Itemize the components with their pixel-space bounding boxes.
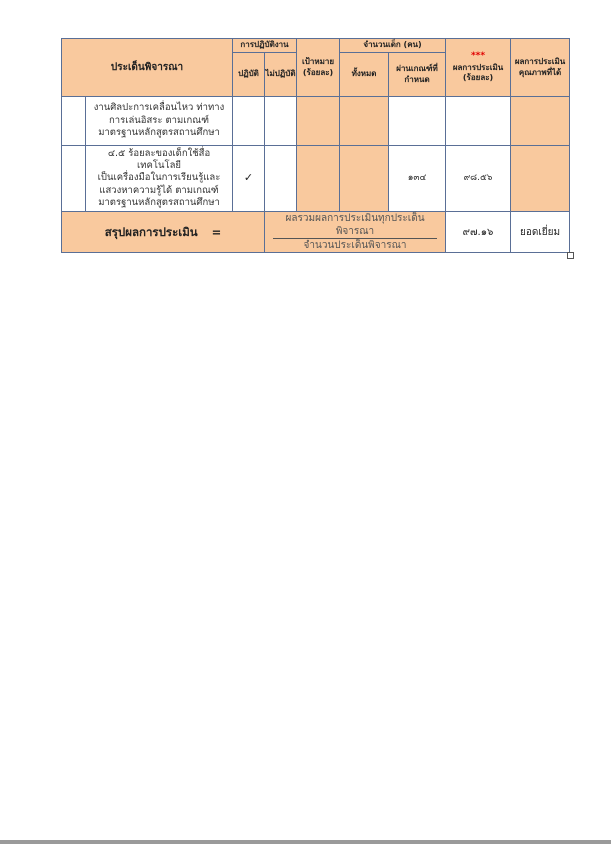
header-passed: ผ่านเกณฑ์ที่กำหนด [389,53,446,97]
criteria-line: มาตรฐานหลักสูตรสถานศึกษา [98,197,220,209]
header-total: ทั้งหมด [340,53,389,97]
target-cell [297,146,340,212]
criteria-cell [86,97,233,146]
not-practiced-cell [265,97,297,146]
total-cell [340,146,389,212]
summary-label [62,212,265,253]
criteria-line: มาตรฐานหลักสูตรสถานศึกษา [98,127,220,139]
not-practiced-cell [265,146,297,212]
row-spacer-cell [62,97,86,146]
row-spacer-cell [62,146,86,212]
passed-cell: ๑๓๔ [389,146,446,212]
header-not-practiced: ไม่ปฏิบัติ [265,53,297,97]
page-bottom-edge [0,840,611,844]
table-resize-handle[interactable] [567,252,574,259]
header-result-mark: *** [470,51,486,62]
summary-formula [265,212,446,253]
result-cell [446,97,511,146]
target-cell [297,97,340,146]
criteria-line: ๔.๕ ร้อยละของเด็กใช้สื่อเทคโนโลยี [107,147,211,171]
total-cell [340,97,389,146]
result-cell: ๙๘.๕๖ [446,146,511,212]
formula-numerator: ผลรวมผลการประเมินทุกประเด็นพิจารณา [273,212,437,239]
criteria-cell [86,146,233,212]
criteria-line: แสวงหาความรู้ได้ ตามเกณฑ์ [99,184,219,196]
table-row [62,97,570,146]
table-row [62,146,570,212]
header-target: เป้าหมาย (ร้อยละ) [297,39,340,97]
practiced-check-icon: ✓ [233,146,265,212]
summary-value: ๙๗.๑๖ [446,212,511,253]
header-result [446,39,511,97]
header-criteria: ประเด็นพิจารณา [62,39,233,97]
quality-cell [511,97,570,146]
summary-label-text: สรุปผลการประเมิน [104,224,198,239]
header-result-label: ผลการประเมิน (ร้อยละ) [452,62,504,83]
summary-row [62,212,570,253]
evaluation-table [61,38,570,253]
quality-cell [511,146,570,212]
criteria-line: งานศิลปะการเคลื่อนไหว ท่าทาง [93,102,225,114]
summary-equals: = [211,224,222,239]
criteria-line: การเล่นอิสระ ตามเกณฑ์ [109,114,209,126]
criteria-line: เป็นเครื่องมือในการเรียนรู้และ [97,172,221,184]
summary-quality: ยอดเยี่ยม [511,212,570,253]
header-practice-group: การปฏิบัติงาน [233,39,297,53]
formula-denominator: จำนวนประเด็นพิจารณา [303,240,407,251]
passed-cell [389,97,446,146]
header-children-group: จำนวนเด็ก (คน) [340,39,446,53]
header-practiced: ปฏิบัติ [233,53,265,97]
header-quality: ผลการประเมินคุณภาพที่ได้ [511,39,570,97]
practiced-cell [233,97,265,146]
